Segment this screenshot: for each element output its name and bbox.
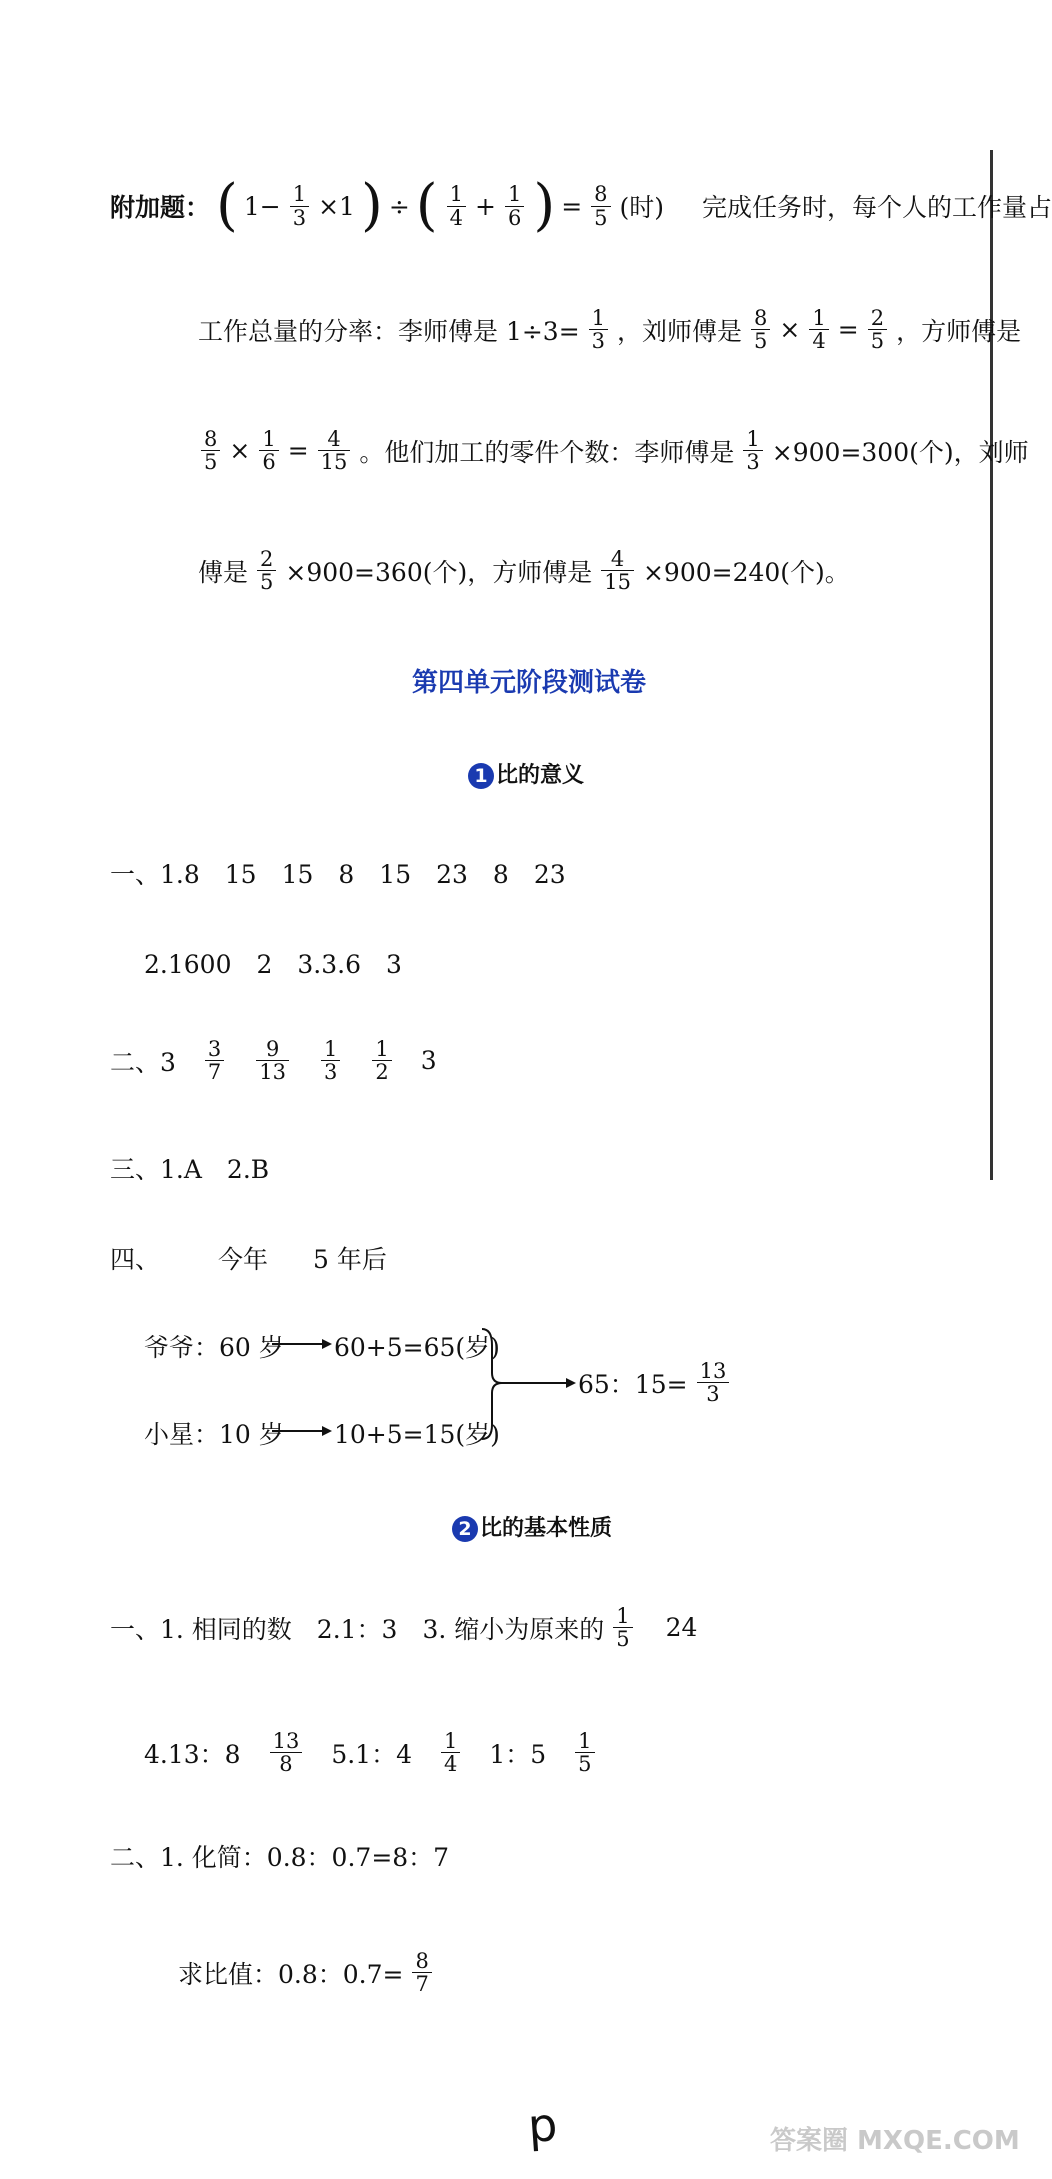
grandpa-calc: 60+5=65(岁)	[334, 1333, 500, 1362]
unit-title: 第四单元阶段测试卷	[412, 668, 647, 698]
watermark: 答案圈 MXQE.COM	[770, 2126, 1020, 2156]
s2-q2a: 二、1. 化简：0.8：0.7=8：7	[110, 1843, 450, 1872]
s1-q1a: 一、1.8 15 15 8 15 23 8 23	[110, 860, 566, 889]
ratio-result	[578, 1360, 732, 1405]
extra-l4b: ×900=360(个)，方师傅是	[285, 557, 593, 587]
s2-q2b-line	[178, 1950, 435, 1995]
s2-q2b: 求比值：0.8：0.7=	[178, 1959, 404, 1989]
s1-q1b: 2.1600 2 3.3.6 3	[144, 950, 402, 979]
fraction-13-3: $\frac{13}{3}$	[697, 1360, 730, 1405]
fraction-1-5: $\frac{1}{5}$	[613, 1605, 632, 1650]
extra-l4c: ×900=240(个)。	[642, 557, 850, 587]
handwritten-page-mark: p	[526, 2097, 560, 2153]
extra-l4a: 傅是	[198, 557, 249, 587]
extra-tail: 完成任务时，每个人的工作量占	[702, 193, 1052, 222]
s2-q1b: 24	[665, 1613, 698, 1643]
fraction-9-13: $\frac{9}{13}$	[256, 1038, 289, 1083]
section-number-badge: 2	[452, 1516, 478, 1542]
extra-label: 附加题：	[110, 193, 211, 222]
s2-q4a: 4.13：8	[144, 1739, 241, 1769]
extra-l2e: ，方师傅是	[896, 316, 1022, 346]
fraction-1-4: $\frac{1}{4}$	[447, 183, 466, 228]
extra-l2a: 工作总量的分率：李师傅是 1÷3=	[198, 316, 580, 346]
arrow-icon	[272, 1423, 332, 1439]
fraction-2-5: $\frac{2}{5}$	[868, 307, 887, 352]
section-1-heading	[468, 758, 584, 789]
extra-line-3	[198, 428, 1029, 473]
extra-l2c: ×	[779, 315, 801, 345]
grandpa-age: 爷爷：60 岁	[144, 1333, 284, 1362]
fraction-4-15: $\frac{4}{15}$	[318, 428, 351, 473]
paren-close: )	[360, 173, 383, 238]
fraction-1-4-b: $\frac{1}{4}$	[809, 307, 828, 352]
s1-q3: 三、1.A 2.B	[110, 1155, 270, 1184]
s2-q4b: 5.1：4	[331, 1739, 412, 1769]
fraction-1-3-c: $\frac{1}{3}$	[743, 428, 762, 473]
fraction-8-5-c: $\frac{8}{5}$	[201, 428, 220, 473]
extra-l2b: ，刘师傅是	[617, 316, 743, 346]
s2-q1	[110, 1605, 697, 1650]
fraction-3-7: $\frac{3}{7}$	[205, 1038, 224, 1083]
s1-q2a: 二、3	[110, 1047, 176, 1077]
ratio-text: 65：15=	[578, 1369, 688, 1399]
extra-l3b: =	[287, 436, 309, 466]
s1-q4a: 四、	[110, 1245, 161, 1274]
fraction-1-6: $\frac{1}{6}$	[505, 183, 524, 228]
extra-div: ÷	[388, 191, 410, 221]
extra-line-4	[198, 548, 850, 593]
s2-q1a: 一、1. 相同的数 2.1：3 3. 缩小为原来的	[110, 1614, 605, 1644]
fraction-1-6-b: $\frac{1}{6}$	[259, 428, 278, 473]
xiaoxing-age: 小星：10 岁	[144, 1420, 284, 1449]
section-1-title: 比的意义	[496, 763, 585, 788]
s1-q4c: 5 年后	[313, 1245, 387, 1274]
fraction-1-2: $\frac{1}{2}$	[372, 1038, 391, 1083]
section-number-badge: 1	[468, 763, 494, 789]
s1-q4b: 今年	[218, 1245, 269, 1274]
extra-line-1	[110, 173, 1052, 238]
extra-l3d: ×900=300(个)，刘师	[771, 437, 1029, 467]
s2-q4c: 1：5	[489, 1739, 547, 1769]
s2-q4	[144, 1730, 598, 1775]
fraction-2-5-b: $\frac{2}{5}$	[257, 548, 276, 593]
extra-l3c: 。他们加工的零件个数：李师傅是	[359, 437, 735, 467]
brace-arrow-icon	[478, 1325, 578, 1445]
extra-plus: +	[475, 191, 496, 221]
section-2-title: 比的基本性质	[480, 1516, 613, 1541]
section-2-heading	[452, 1511, 612, 1542]
s1-q2b: 3	[420, 1046, 437, 1076]
s1-q2	[110, 1038, 437, 1083]
paren-close-2: )	[533, 173, 556, 238]
extra-eq: =	[561, 191, 583, 221]
fraction-1-5-b: $\frac{1}{5}$	[575, 1730, 594, 1775]
fraction-13-8: $\frac{13}{8}$	[270, 1730, 303, 1775]
fraction-8-5-b: $\frac{8}{5}$	[751, 307, 770, 352]
fraction-8-5: $\frac{8}{5}$	[591, 183, 610, 228]
fraction-8-7: $\frac{8}{7}$	[412, 1950, 431, 1995]
fraction-1-4-c: $\frac{1}{4}$	[441, 1730, 460, 1775]
extra-one: 1−	[243, 191, 281, 221]
right-margin-rule	[990, 150, 993, 1180]
arrow-icon	[272, 1336, 332, 1352]
xiaoxing-calc: 10+5=15(岁)	[334, 1420, 500, 1449]
extra-unit: (时)	[619, 193, 665, 222]
extra-l2d: =	[837, 315, 859, 345]
fraction-1-3: $\frac{1}{3}$	[290, 183, 309, 228]
extra-times1: ×1	[318, 191, 355, 221]
extra-l3a: ×	[229, 436, 251, 466]
fraction-1-3-d: $\frac{1}{3}$	[321, 1038, 340, 1083]
fraction-1-3-b: $\frac{1}{3}$	[589, 307, 608, 352]
paren-open: (	[216, 173, 238, 238]
extra-line-2	[198, 307, 1021, 352]
fraction-4-15-b: $\frac{4}{15}$	[601, 548, 634, 593]
paren-open-2: (	[415, 173, 438, 238]
